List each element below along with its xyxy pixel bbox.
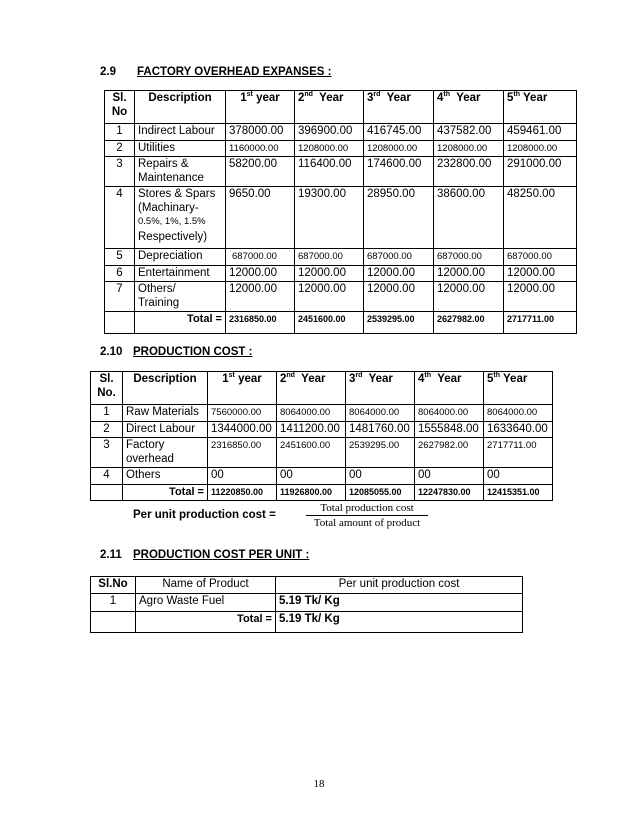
header-slno: Sl. No.: [91, 372, 123, 405]
table-row: [105, 124, 577, 141]
description-line: Stores & Spars (Machinary-: [138, 188, 216, 214]
page-number: 18: [313, 778, 325, 790]
cell-slno: 1: [91, 405, 123, 422]
table-row: [91, 438, 553, 468]
cell-value: 1344000.00: [208, 421, 277, 438]
cell-value: 1160000.00: [226, 140, 295, 157]
cell-value: 12000.00: [364, 282, 434, 312]
cell-value: 7560000.00: [208, 405, 277, 422]
section-title: FACTORY OVERHEAD EXPANSES :: [137, 66, 332, 78]
table-total-row: [91, 484, 553, 501]
cell-value: 38600.00: [434, 187, 504, 249]
cell-slno: 4: [91, 468, 123, 485]
formula-fraction: [306, 502, 428, 529]
cell-value: 416745.00: [364, 124, 434, 141]
table-row: [105, 157, 577, 187]
section-number: 2.11: [100, 549, 122, 561]
table-header-row: [91, 372, 553, 405]
cell-value: 2627982.00: [415, 438, 484, 468]
factory-overhead-table: [104, 90, 577, 334]
cell-value: 00: [415, 468, 484, 485]
production-cost-table: [90, 371, 553, 501]
table-row: [105, 187, 577, 249]
cell-value: 1633640.00: [484, 421, 553, 438]
cell-description: Indirect Labour: [135, 124, 226, 141]
total-value: 12085055.00: [346, 484, 415, 501]
cell-value: 58200.00: [226, 157, 295, 187]
cell-value: 12000.00: [504, 265, 577, 282]
description-line: Respectively): [138, 230, 208, 243]
total-value: 2316850.00: [226, 312, 295, 334]
cell-value: 459461.00: [504, 124, 577, 141]
cell-value: 1208000.00: [364, 140, 434, 157]
cell-value: 8064000.00: [277, 405, 346, 422]
cell-value: 687000.00: [226, 249, 295, 266]
cell-description: Raw Materials: [123, 405, 208, 422]
cell-value: 174600.00: [364, 157, 434, 187]
table-row: [91, 593, 523, 611]
cell-value: 8064000.00: [415, 405, 484, 422]
cell-value: 8064000.00: [484, 405, 553, 422]
section-number: 2.10: [100, 346, 123, 358]
cell-description: [135, 187, 226, 249]
cell-value: 1411200.00: [277, 421, 346, 438]
section-heading-2-9: [100, 66, 331, 78]
cell-value: 00: [346, 468, 415, 485]
cell-value: 12000.00: [295, 265, 364, 282]
header-year-5: 5th Year: [484, 372, 553, 405]
total-label: Total =: [123, 484, 208, 501]
cell-description: Repairs & Maintenance: [135, 157, 226, 187]
total-label: Total =: [135, 312, 226, 334]
cell-value: 396900.00: [295, 124, 364, 141]
total-value: 2717711.00: [504, 312, 577, 334]
table-total-row: [91, 611, 523, 632]
header-year-3: 3rd Year: [346, 372, 415, 405]
cell-description: Others: [123, 468, 208, 485]
cell-value: 19300.00: [295, 187, 364, 249]
table-header-row: [105, 91, 577, 124]
cell-value: 687000.00: [295, 249, 364, 266]
section-title: PRODUCTION COST PER UNIT :: [133, 549, 310, 561]
table-row: [105, 249, 577, 266]
section-heading-2-10: [100, 346, 252, 358]
cell-slno: 1: [105, 124, 135, 141]
cell-description: Entertainment: [135, 265, 226, 282]
header-year-1: 1st year: [226, 91, 295, 124]
formula-denominator: Total amount of product: [313, 517, 421, 529]
cell-value: 28950.00: [364, 187, 434, 249]
cell-product-name: Agro Waste Fuel: [136, 593, 276, 611]
formula-numerator: Total production cost: [306, 502, 428, 516]
cell-value: 12000.00: [226, 282, 295, 312]
cell-value: 1208000.00: [434, 140, 504, 157]
cell-value: 687000.00: [364, 249, 434, 266]
total-label: Total =: [136, 611, 276, 632]
cell-slno: 2: [105, 140, 135, 157]
cell-value: 00: [208, 468, 277, 485]
cell-value: 687000.00: [434, 249, 504, 266]
total-value: 12415351.00: [484, 484, 553, 501]
cell-empty: [91, 484, 123, 501]
cell-description: Others/ Training: [135, 282, 226, 312]
section-number: 2.9: [100, 66, 116, 78]
cell-value: 1555848.00: [415, 421, 484, 438]
cell-slno: 3: [91, 438, 123, 468]
cell-slno: 2: [91, 421, 123, 438]
total-value: 11220850.00: [208, 484, 277, 501]
table-header-row: [91, 577, 523, 594]
total-value: 11926800.00: [277, 484, 346, 501]
cell-slno: 3: [105, 157, 135, 187]
cell-value: 9650.00: [226, 187, 295, 249]
table-row: [91, 468, 553, 485]
header-description: Description: [123, 372, 208, 405]
cell-value: 12000.00: [504, 282, 577, 312]
cell-value: 12000.00: [226, 265, 295, 282]
total-value: 2451600.00: [295, 312, 364, 334]
cell-value: 378000.00: [226, 124, 295, 141]
table-row: [105, 282, 577, 312]
cell-value: 00: [484, 468, 553, 485]
cell-value: 2539295.00: [346, 438, 415, 468]
cell-value: 1208000.00: [295, 140, 364, 157]
unit-cost-table: [90, 576, 523, 633]
cell-empty: [91, 611, 136, 632]
header-year-4: 4th Year: [415, 372, 484, 405]
header-slno: Sl.No: [91, 577, 136, 594]
formula-label: Per unit production cost =: [133, 509, 276, 521]
cell-value: 12000.00: [364, 265, 434, 282]
table-row: [91, 421, 553, 438]
cell-empty: [105, 312, 135, 334]
header-year-5: 5th Year: [504, 91, 577, 124]
description-note: 0.5%, 1%, 1.5%: [138, 216, 206, 227]
cell-slno: 7: [105, 282, 135, 312]
total-value: 2539295.00: [364, 312, 434, 334]
header-slno: Sl. No: [105, 91, 135, 124]
header-cost: Per unit production cost: [276, 577, 523, 594]
cell-value: 437582.00: [434, 124, 504, 141]
cell-value: 232800.00: [434, 157, 504, 187]
cell-description: Direct Labour: [123, 421, 208, 438]
cell-slno: 6: [105, 265, 135, 282]
header-year-4: 4th Year: [434, 91, 504, 124]
cell-value: 1208000.00: [504, 140, 577, 157]
cell-value: 2316850.00: [208, 438, 277, 468]
header-year-1: 1st year: [208, 372, 277, 405]
header-year-2: 2nd Year: [277, 372, 346, 405]
cell-value: 291000.00: [504, 157, 577, 187]
cell-value: 687000.00: [504, 249, 577, 266]
cell-value: 2451600.00: [277, 438, 346, 468]
cell-value: 8064000.00: [346, 405, 415, 422]
table-total-row: [105, 312, 577, 334]
cell-value: 1481760.00: [346, 421, 415, 438]
header-year-2: 2nd Year: [295, 91, 364, 124]
cell-unit-cost: 5.19 Tk/ Kg: [276, 593, 523, 611]
cell-value: 00: [277, 468, 346, 485]
cell-description: Depreciation: [135, 249, 226, 266]
total-value: 12247830.00: [415, 484, 484, 501]
cell-value: 48250.00: [504, 187, 577, 249]
cell-value: 12000.00: [434, 282, 504, 312]
cell-slno: 5: [105, 249, 135, 266]
table-row: [91, 405, 553, 422]
cell-slno: 4: [105, 187, 135, 249]
total-value: 2627982.00: [434, 312, 504, 334]
section-title: PRODUCTION COST :: [133, 346, 253, 358]
total-value: 5.19 Tk/ Kg: [276, 611, 523, 632]
cell-value: 12000.00: [295, 282, 364, 312]
header-description: Description: [135, 91, 226, 124]
section-heading-2-11: [100, 549, 309, 561]
cell-slno: 1: [91, 593, 136, 611]
table-row: [105, 265, 577, 282]
table-row: [105, 140, 577, 157]
cell-value: 116400.00: [295, 157, 364, 187]
header-year-3: 3rd Year: [364, 91, 434, 124]
cell-description: Factory overhead: [123, 438, 208, 468]
cell-description: Utilities: [135, 140, 226, 157]
header-name: Name of Product: [136, 577, 276, 594]
cell-value: 12000.00: [434, 265, 504, 282]
cell-value: 2717711.00: [484, 438, 553, 468]
